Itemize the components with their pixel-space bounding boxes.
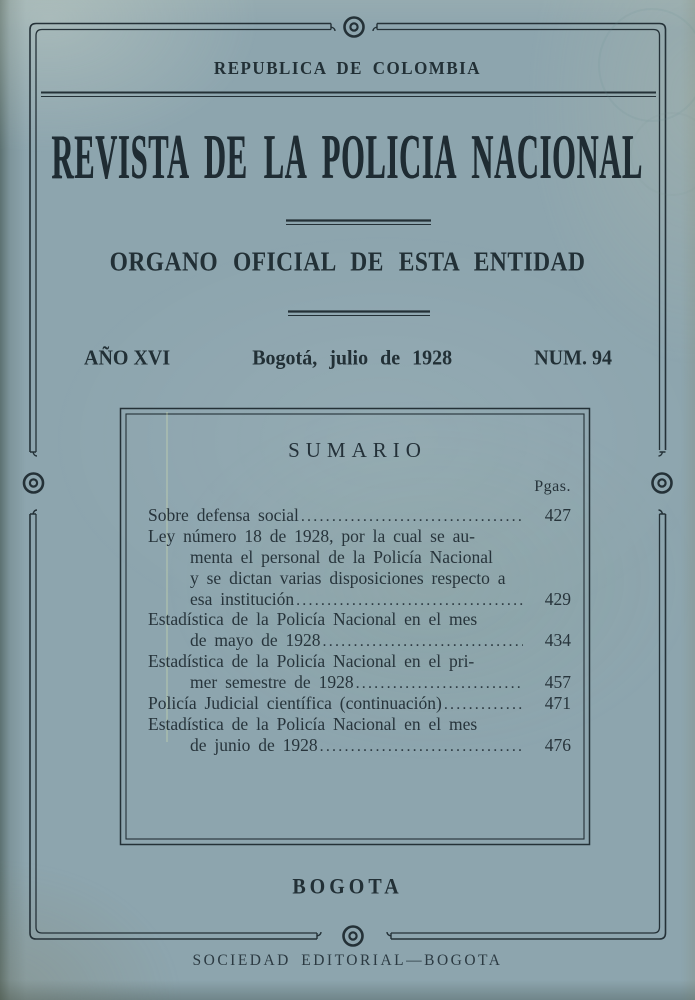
toc-entry-text: Estadística de la Policía Nacional en el mes bbox=[148, 609, 478, 630]
toc-entry-text: de junio de 1928 bbox=[190, 734, 318, 755]
dotted-leader bbox=[323, 630, 523, 651]
masthead-subtitle: ORGANO OFICIAL DE ESTA ENTIDAD bbox=[109, 247, 586, 278]
toc-entry-text: Estadística de la Policía Nacional en el mes bbox=[148, 713, 478, 734]
toc-line bbox=[148, 589, 571, 610]
toc-entry-text: menta el personal de la Policía Nacional bbox=[190, 546, 493, 567]
toc-line bbox=[148, 714, 571, 735]
toc-page-number: 434 bbox=[544, 630, 571, 651]
toc-page-number: 429 bbox=[544, 588, 571, 609]
toc-entry-text: Policía Judicial científica (continuación) bbox=[148, 693, 442, 714]
dotted-leader bbox=[301, 505, 523, 526]
toc-line bbox=[148, 568, 571, 589]
toc-page-number: 427 bbox=[544, 505, 571, 525]
small-double-rule-bottom bbox=[288, 312, 430, 316]
toc-page-number: 471 bbox=[544, 693, 571, 714]
dotted-leader bbox=[320, 735, 523, 756]
toc-entry-text: Estadística de la Policía Nacional en el pri- bbox=[148, 651, 475, 672]
issue-line bbox=[84, 347, 612, 370]
summary-box bbox=[120, 408, 590, 844]
dotted-leader bbox=[356, 672, 523, 693]
summary-heading: SUMARIO bbox=[288, 438, 427, 462]
toc-line bbox=[148, 735, 571, 756]
pages-column-label: Pgas. bbox=[534, 478, 571, 495]
toc-entry-text: Sobre defensa social bbox=[148, 505, 299, 525]
bullseye-ornament-bottom bbox=[344, 927, 363, 946]
issue-year: AÑO XVI bbox=[84, 346, 171, 370]
toc-line bbox=[148, 630, 571, 651]
masthead-double-rule bbox=[41, 93, 656, 97]
table-of-contents bbox=[148, 505, 571, 756]
issue-date: Bogotá, julio de 1928 bbox=[252, 346, 453, 370]
bullseye-ornament-top bbox=[345, 18, 364, 37]
issue-number: NUM. 94 bbox=[534, 346, 612, 370]
toc-line bbox=[148, 505, 571, 526]
toc-entry-text: esa institución bbox=[190, 588, 295, 609]
toc-entry-text: y se dictan varias disposiciones respecto a bbox=[190, 567, 506, 588]
toc-line bbox=[148, 651, 571, 672]
toc-line bbox=[148, 526, 571, 547]
small-double-rule-top bbox=[286, 221, 431, 225]
bullseye-ornament-left bbox=[24, 474, 43, 493]
city-label: BOGOTA bbox=[292, 874, 403, 900]
dotted-leader bbox=[296, 589, 523, 610]
toc-line bbox=[148, 693, 571, 714]
toc-line bbox=[148, 609, 571, 630]
toc-page-number: 457 bbox=[544, 672, 571, 693]
toc-entry-text: Ley número 18 de 1928, por la cual se au- bbox=[148, 525, 475, 546]
toc-entry-text: de mayo de 1928 bbox=[190, 630, 321, 651]
masthead-title bbox=[0, 120, 695, 192]
toc-entry-text: mer semestre de 1928 bbox=[190, 672, 354, 693]
toc-line bbox=[148, 547, 571, 568]
toc-page-number: 476 bbox=[544, 734, 571, 755]
masthead-title-text: REVISTA DE LA POLICIA NACIONAL bbox=[51, 120, 644, 192]
dotted-leader bbox=[444, 693, 523, 714]
country-header: REPUBLICA DE COLOMBIA bbox=[213, 58, 482, 79]
publisher-imprint: SOCIEDAD EDITORIAL—BOGOTA bbox=[192, 951, 503, 970]
toc-line bbox=[148, 672, 571, 693]
bullseye-ornament-right bbox=[653, 474, 672, 493]
